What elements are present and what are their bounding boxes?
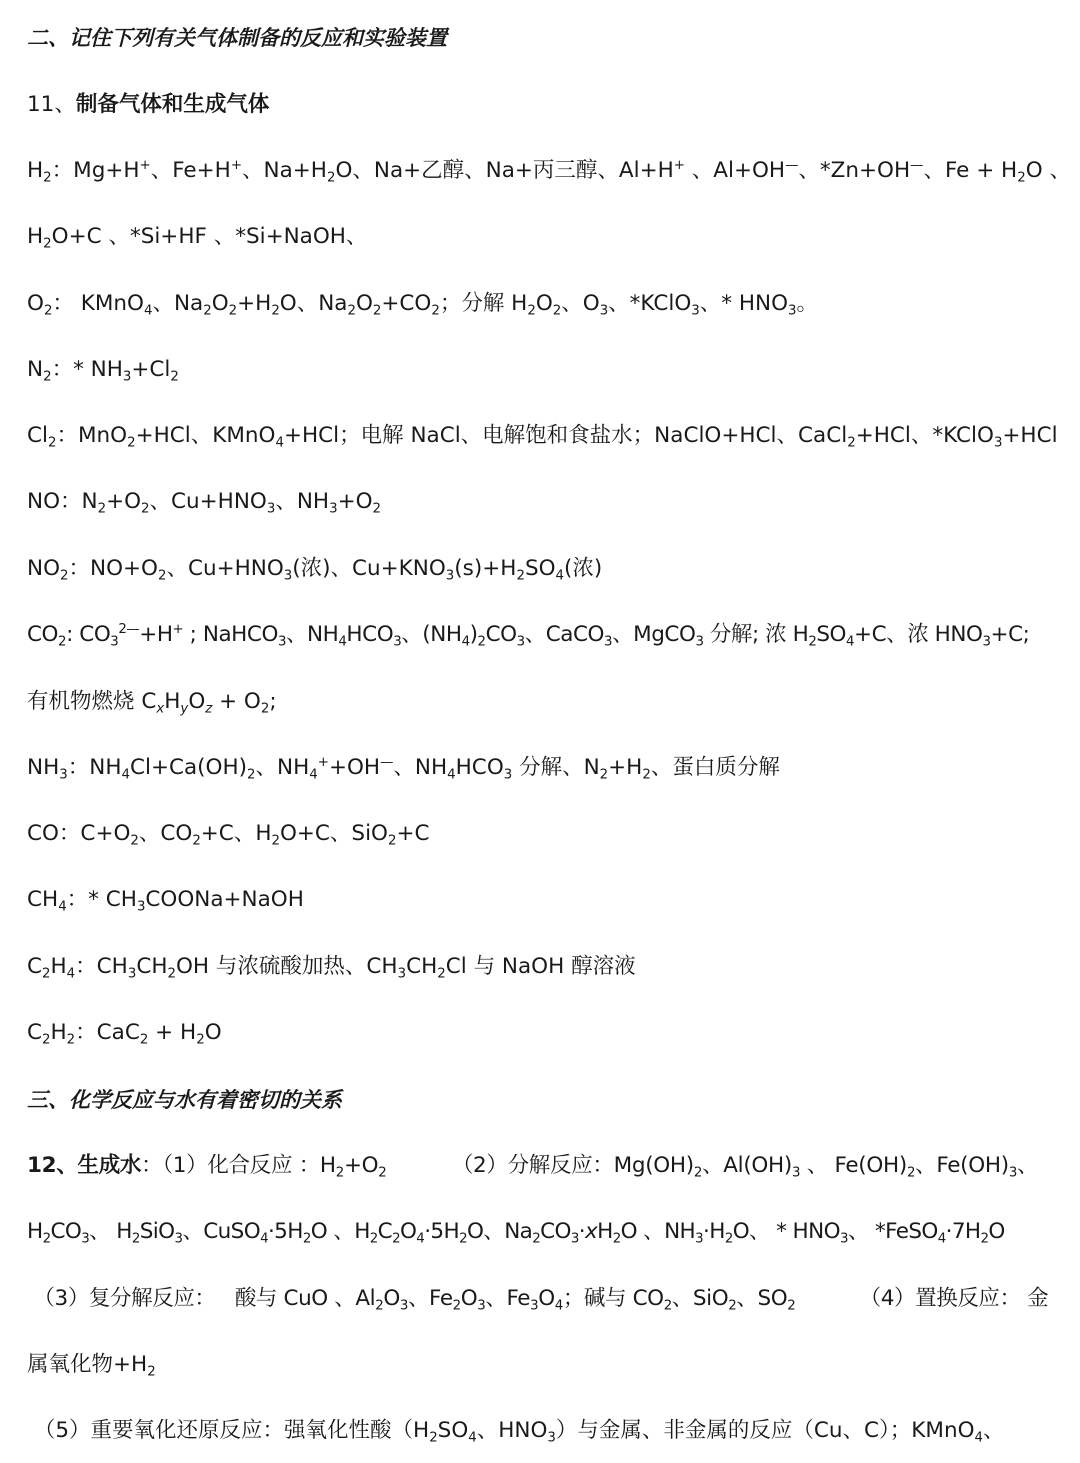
no-line: NO：$N_2+O_2$、$Cu+HNO_3$、$NH_3+O_2$	[27, 489, 381, 517]
item-12-line-2: $H_2CO_3$、 $H_2SiO_3$、$CuSO_4\cdot 5H_2O$ 、$H_2C_2O_4\cdot 5H_2O$、$Na_2CO_3\cdot xH_2O$ 、$NH_3\cdot H_2O$、 * $HNO_3$、 $*FeSO_4\cdot 7H_2O$	[27, 1219, 1005, 1247]
c2h4-line: $C_2H_4$：$CH_3CH_2OH$ 与浓硫酸加热、$CH_3CH_2Cl$ 与 NaOH 醇溶液	[27, 954, 636, 982]
item-12-line-5: （5）重要氧化还原反应：强氧化性酸（$H_2SO_4$、$HNO_3$）与金属、非金属的反应（Cu、C）；KMnO$_4$、	[27, 1418, 1005, 1446]
o2-line: $O_2$： KMnO$_4$、$Na_2O_2+H_2O$、$Na_2O_2+CO_2$；分解 $H_2O_2$、$O_3$、*KClO$_3$、* $HNO_3$。	[27, 291, 819, 319]
h2-methods-1: ：Mg+H+、Fe+H+、$Na+H_2O$、Na+乙醇、Na+丙三醇、Al+H+ 、Al+OH—、*Zn+OH—、$Fe + H_2O$ 、	[51, 158, 1071, 186]
h2-label-sub: 2	[43, 170, 52, 186]
section-heading-2: 二、记住下列有关气体制备的反应和实验装置	[27, 26, 447, 50]
c2h2-line: $C_2H_2$：$CaC_2 + H_2O$	[27, 1020, 222, 1048]
item-11-number: 11、	[27, 92, 76, 117]
item-12-title: 12、生成水	[27, 1153, 142, 1178]
section-heading-3: 三、化学反应与水有着密切的关系	[27, 1088, 342, 1112]
cl2-line: $Cl_2$：MnO$_2$+HCl、KMnO$_4$+HCl；电解 NaCl、电解饱和食盐水；NaClO+HCl、CaCl$_2$+HCl、*KClO$_3$+HCl	[27, 423, 1058, 451]
co2-line-1: $CO_2$: $CO_3^{2—}+H^+$ ; NaHCO$_3$、$NH_4HCO_3$、$(NH_4)_2CO_3$、CaCO$_3$、MgCO$_3$ 分解; 浓 $H_2SO_4+C$、浓 $HNO_3+C$;	[27, 622, 1030, 650]
h2-label-main: H	[27, 158, 44, 183]
n2-line: $N_2$：* $NH_3+Cl_2$	[27, 357, 179, 385]
item-11-heading	[27, 90, 1066, 120]
co2-line-2: 有机物燃烧 $C_xH_yO_z + O_2$;	[27, 689, 277, 717]
co-line: CO：$C+O_2$、$CO_2+C$、$H_2O+C$、SiO$_2$+C	[27, 821, 430, 849]
h2-line-1	[27, 156, 1071, 186]
nh3-line: $NH_3$：$NH_4Cl+Ca(OH)_2$、$NH_4^++OH^—$、$NH_4HCO_3$ 分解、$N_2+H_2$、蛋白质分解	[27, 755, 780, 783]
h2-line-2: $H_2O+C$ 、*Si+HF 、*Si+NaOH、	[27, 224, 368, 252]
item-12-line-1	[27, 1151, 1066, 1181]
item-12-line-4: 属氧化物$+H_2$	[27, 1352, 156, 1380]
ch4-line: $CH_4$：* $CH_3COONa+NaOH$	[27, 887, 304, 915]
item-12-line-3: （3）复分解反应： 酸与 CuO 、$Al_2O_3$、$Fe_2O_3$、$Fe_3O_4$；碱与 $CO_2$、SiO$_2$、$SO_2$ （4）置换反应： 金	[27, 1286, 1049, 1314]
h2-label	[27, 158, 52, 186]
item-12-line-1-rest: ：（1）化合反应 ：$H_2+O_2$ （2）分解反应：$Mg(OH)_2$、$Al(OH)_3$ 、 $Fe(OH)_2$、$Fe(OH)_3$、	[141, 1153, 1039, 1181]
item-11-title: 制备气体和生成气体	[75, 92, 270, 117]
no2-line: $NO_2$：$NO+O_2$、$Cu+HNO_3$(浓)、$Cu+KNO_3(s)+H_2SO_4$(浓)	[27, 556, 603, 584]
